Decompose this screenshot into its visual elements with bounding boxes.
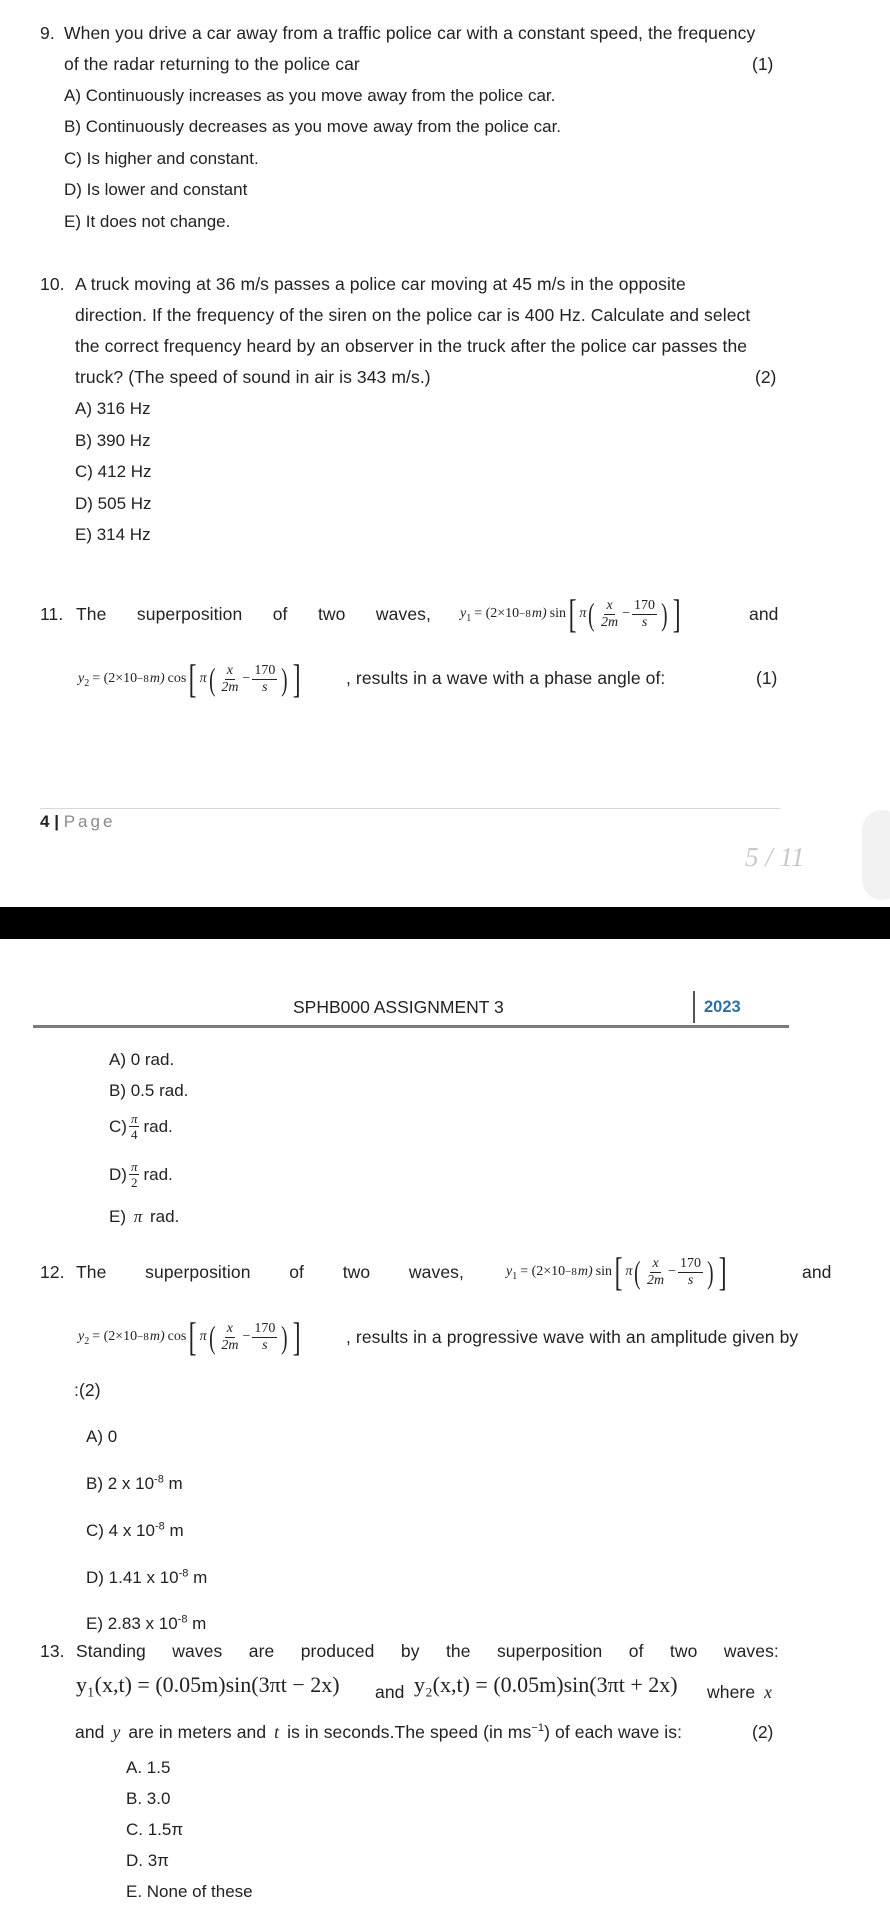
formula-symbol: x	[226, 662, 234, 678]
formula-symbol: x	[652, 1255, 659, 1271]
q12-number: 12.	[40, 1262, 65, 1282]
formula-symbol: 170	[254, 1320, 276, 1336]
formula-symbol: cos	[167, 1329, 187, 1344]
formula-symbol: π	[130, 1159, 138, 1174]
option-exponent: -8	[154, 1473, 164, 1486]
q10-line-1: A truck moving at 36 m/s passes a police car moving at 45 m/s in the opposite	[75, 274, 686, 294]
q11-option-c	[109, 1111, 173, 1142]
formula-fraction	[252, 1321, 277, 1354]
formula-symbol: (	[208, 1319, 216, 1355]
q10-option-d: D) 505 Hz	[75, 494, 152, 513]
q9-line-1: When you drive a car away from a traffic police car with a constant speed, the frequency	[64, 23, 756, 43]
formula-symbol: m)	[149, 671, 165, 686]
formula-symbol: y	[78, 1329, 85, 1344]
q10-line-3: the correct frequency heard by an observer in the truck after the police car passes the	[75, 336, 748, 356]
formula-symbol: (	[634, 1254, 641, 1290]
formula-symbol: )	[661, 596, 668, 632]
formula-fraction	[632, 598, 657, 631]
formula-symbol: π	[133, 1207, 143, 1226]
formula-symbol: ]	[672, 591, 681, 636]
pi-fraction	[129, 1159, 140, 1190]
q9-number: 9.	[40, 23, 55, 43]
q11-tail: , results in a wave with a phase angle of:	[346, 668, 666, 688]
pi-fraction	[129, 1111, 140, 1142]
q9-option-e: E) It does not change.	[64, 212, 231, 231]
q11-word: superposition	[136, 604, 243, 624]
formula-fraction	[599, 598, 620, 631]
q13-marks: (2)	[752, 1722, 774, 1742]
q10-option-a: A) 316 Hz	[75, 399, 151, 418]
formula-symbol: [	[189, 1314, 198, 1359]
q13-equation-2: y₂(x,t) = (0.05m)sin(3πt + 2x)	[414, 1672, 678, 1697]
formula-symbol: 2m	[647, 1272, 665, 1288]
formula-symbol: ]	[292, 656, 301, 701]
formula-symbol: y	[78, 671, 85, 686]
formula-symbol: m)	[531, 606, 547, 621]
option-unit: m	[163, 1474, 183, 1493]
formula-symbol: [	[189, 656, 198, 701]
q13-word: waves	[172, 1641, 223, 1661]
formula-symbol: 1	[466, 612, 472, 624]
formula-symbol: π	[199, 1329, 207, 1344]
q9-option-b: B) Continuously decreases as you move away from the police car.	[64, 117, 562, 136]
q13-word: of	[628, 1641, 644, 1661]
page-gap	[0, 907, 890, 939]
option-text: C) 4 x 10	[86, 1521, 155, 1540]
formula-symbol: −	[242, 671, 251, 686]
q10-number: 10.	[40, 274, 65, 294]
option-exponent: -8	[177, 1613, 188, 1626]
formula-symbol: s	[687, 1272, 694, 1288]
formula-symbol: (	[588, 596, 595, 632]
formula-symbol: π	[130, 1111, 138, 1126]
formula-symbol: x	[226, 1320, 234, 1336]
formula-symbol: sin	[549, 606, 567, 621]
option-prefix: E)	[109, 1207, 126, 1226]
q13-text: ) of each wave is:	[544, 1722, 683, 1742]
q12-formula-y2: y $_2$ = (2×10 −8 m) cos [ π ( $\frac{x}{2m}$ − $\frac{170}{s}$ ) ]	[78, 1314, 301, 1359]
q11-formula-y2: y $_2$ = (2×10 −8 m) cos [ π ( $\frac{x}{2m}$ − $\frac{170}{s}$ ) ]	[78, 656, 301, 701]
document-page-4	[0, 0, 890, 907]
option-prefix: C)	[109, 1116, 127, 1136]
formula-symbol: m)	[149, 1329, 165, 1344]
q13-equation-1: y₁(x,t) = (0.05m)sin(3πt − 2x)	[76, 1672, 340, 1697]
q10-line-4: truck? (The speed of sound in air is 343 m/s.)	[75, 367, 431, 387]
footer-bar: |	[54, 812, 59, 831]
q13-word: the	[445, 1641, 471, 1661]
q13-exponent: −1	[531, 1722, 545, 1735]
header-year: 2023	[704, 998, 741, 1016]
q12-word: of	[289, 1262, 305, 1282]
option-unit: m	[164, 1521, 184, 1540]
q13-option-d: D. 3π	[126, 1851, 169, 1870]
q12-word: superposition	[145, 1262, 251, 1282]
header-title: SPHB000 ASSIGNMENT 3	[293, 997, 504, 1017]
q13-word: produced	[300, 1641, 375, 1661]
formula-symbol: π	[579, 606, 587, 621]
q12-intro	[76, 1262, 464, 1283]
q11-word: waves,	[375, 604, 431, 624]
page-footer	[40, 812, 115, 832]
q13-option-a: A. 1.5	[126, 1758, 171, 1777]
header-separator	[693, 991, 695, 1023]
q10-option-b: B) 390 Hz	[75, 431, 151, 450]
option-text: A) 0	[86, 1427, 118, 1446]
formula-symbol: −	[242, 1329, 251, 1344]
q11-option-e	[109, 1207, 179, 1227]
q13-intro	[76, 1641, 779, 1662]
q13-word: by	[400, 1641, 420, 1661]
header-rule	[33, 1025, 789, 1028]
q12-option-e	[86, 1614, 206, 1634]
formula-symbol: [	[614, 1249, 623, 1294]
formula-fraction	[219, 663, 240, 696]
formula-symbol: s	[641, 614, 648, 630]
q13-word: superposition	[496, 1641, 603, 1661]
q10-option-e: E) 314 Hz	[75, 525, 151, 544]
q11-intro	[76, 604, 431, 625]
formula-symbol: 1	[512, 1270, 518, 1282]
q12-word: The	[76, 1262, 107, 1282]
option-unit: m	[187, 1614, 207, 1633]
formula-symbol: x	[764, 1682, 773, 1702]
formula-symbol: [	[568, 591, 577, 636]
option-text: D) 1.41 x 10	[86, 1568, 179, 1587]
formula-symbol: )	[281, 661, 288, 697]
formula-symbol: = (2×10	[92, 671, 138, 686]
formula-symbol: 170	[680, 1255, 702, 1271]
q11-marks: (1)	[756, 668, 778, 688]
q9-line-2: of the radar returning to the police car	[64, 54, 360, 74]
q11-formula-y1: y $_1$ = (2×10 −8 m) sin [ π ( $\frac{x}{2m}$ − $\frac{170}{s}$ ) ]	[460, 591, 681, 636]
footer-page-label: Page	[63, 812, 116, 831]
formula-symbol: cos	[167, 671, 187, 686]
formula-symbol: ]	[292, 1314, 301, 1359]
document-page-5	[0, 939, 890, 1920]
q11-word: of	[272, 604, 288, 624]
formula-symbol: 2	[84, 1335, 90, 1347]
formula-symbol: y	[506, 1264, 513, 1279]
formula-symbol: = (2×10	[474, 606, 520, 621]
q13-option-c: C. 1.5π	[126, 1820, 184, 1839]
q11-number: 11.	[40, 604, 64, 624]
formula-fraction	[645, 1256, 666, 1289]
page-counter: 5 / 11	[745, 842, 805, 872]
option-exponent: -8	[178, 1567, 189, 1580]
q12-marks: :(2)	[74, 1380, 101, 1400]
q12-option-c	[86, 1521, 184, 1541]
q12-option-b	[86, 1474, 183, 1494]
formula-symbol: )	[707, 1254, 714, 1290]
option-suffix: rad.	[150, 1207, 180, 1226]
formula-symbol: 4	[130, 1127, 138, 1142]
q12-and: and	[802, 1262, 832, 1282]
option-suffix: rad.	[143, 1116, 173, 1136]
formula-symbol: −	[668, 1264, 677, 1279]
q12-word: two	[342, 1262, 371, 1282]
formula-symbol: π	[625, 1264, 633, 1279]
q13-text: are in meters and	[128, 1722, 267, 1742]
formula-symbol: = (2×10	[92, 1329, 138, 1344]
q11-option-b: B) 0.5 rad.	[109, 1081, 189, 1100]
footer-rule	[40, 808, 780, 809]
formula-fraction	[678, 1256, 703, 1289]
formula-symbol: 2m	[221, 679, 239, 695]
formula-fraction	[252, 663, 277, 696]
formula-symbol: t	[274, 1722, 280, 1742]
formula-fraction	[219, 1321, 240, 1354]
option-suffix: rad.	[143, 1164, 173, 1184]
formula-symbol: y	[460, 606, 467, 621]
formula-symbol: y	[112, 1722, 121, 1742]
q10-marks: (2)	[755, 367, 777, 387]
q13-word: waves:	[723, 1641, 779, 1661]
q13-and: and	[375, 1682, 405, 1702]
option-text: E) 2.83 x 10	[86, 1614, 178, 1633]
formula-symbol: π	[199, 671, 207, 686]
q13-text: is in seconds.The speed (in ms	[287, 1722, 532, 1742]
q11-word: The	[76, 604, 107, 624]
option-text: B) 2 x 10	[86, 1474, 155, 1493]
q13-where	[707, 1682, 772, 1703]
formula-symbol: sin	[595, 1264, 613, 1279]
q13-line-3	[75, 1722, 682, 1743]
q10-line-2: direction. If the frequency of the siren on the police car is 400 Hz. Calculate and select	[75, 305, 751, 325]
formula-symbol: ]	[718, 1249, 727, 1294]
q12-formula-y1: y $_1$ = (2×10 −8 m) sin [ π ( $\frac{x}{2m}$ − $\frac{170}{s}$ ) ]	[506, 1249, 727, 1294]
q11-and: and	[749, 604, 779, 624]
formula-symbol: 170	[254, 662, 276, 678]
q9-option-a: A) Continuously increases as you move away from the police car.	[64, 86, 556, 105]
formula-symbol: 170	[634, 597, 656, 613]
footer-page-number: 4	[40, 812, 50, 831]
q13-word: Standing	[76, 1641, 146, 1661]
formula-symbol: )	[281, 1319, 288, 1355]
formula-symbol: (	[208, 661, 216, 697]
formula-symbol: 2	[130, 1175, 138, 1190]
scroll-thumb[interactable]	[862, 810, 890, 900]
formula-symbol: −	[622, 606, 631, 621]
q13-option-e: E. None of these	[126, 1882, 253, 1901]
q13-word: are	[248, 1641, 275, 1661]
q9-option-d: D) Is lower and constant	[64, 180, 248, 199]
option-unit: m	[188, 1568, 208, 1587]
q9-marks: (1)	[752, 54, 774, 74]
q12-option-a	[86, 1427, 117, 1447]
q11-word: two	[317, 604, 346, 624]
formula-symbol: 2	[84, 677, 90, 689]
formula-symbol: m)	[577, 1264, 593, 1279]
formula-symbol: s	[262, 679, 268, 695]
q13-where-text: where	[707, 1682, 756, 1702]
option-prefix: D)	[109, 1164, 127, 1184]
q12-tail: , results in a progressive wave with an amplitude given by	[346, 1327, 799, 1347]
q13-text: and	[75, 1722, 105, 1742]
q11-option-d	[109, 1159, 173, 1190]
q11-option-a: A) 0 rad.	[109, 1050, 175, 1069]
q13-number: 13.	[40, 1641, 65, 1661]
formula-symbol: = (2×10	[520, 1264, 566, 1279]
q12-option-d	[86, 1568, 207, 1588]
q13-word: two	[669, 1641, 698, 1661]
q12-word: waves,	[408, 1262, 464, 1282]
formula-symbol: x	[606, 597, 613, 613]
formula-symbol: s	[262, 1337, 268, 1353]
q10-option-c: C) 412 Hz	[75, 462, 152, 481]
formula-symbol: 2m	[221, 1337, 239, 1353]
formula-symbol: 2m	[601, 614, 619, 630]
q9-option-c: C) Is higher and constant.	[64, 149, 259, 168]
q13-option-b: B. 3.0	[126, 1789, 171, 1808]
option-exponent: -8	[154, 1520, 165, 1533]
